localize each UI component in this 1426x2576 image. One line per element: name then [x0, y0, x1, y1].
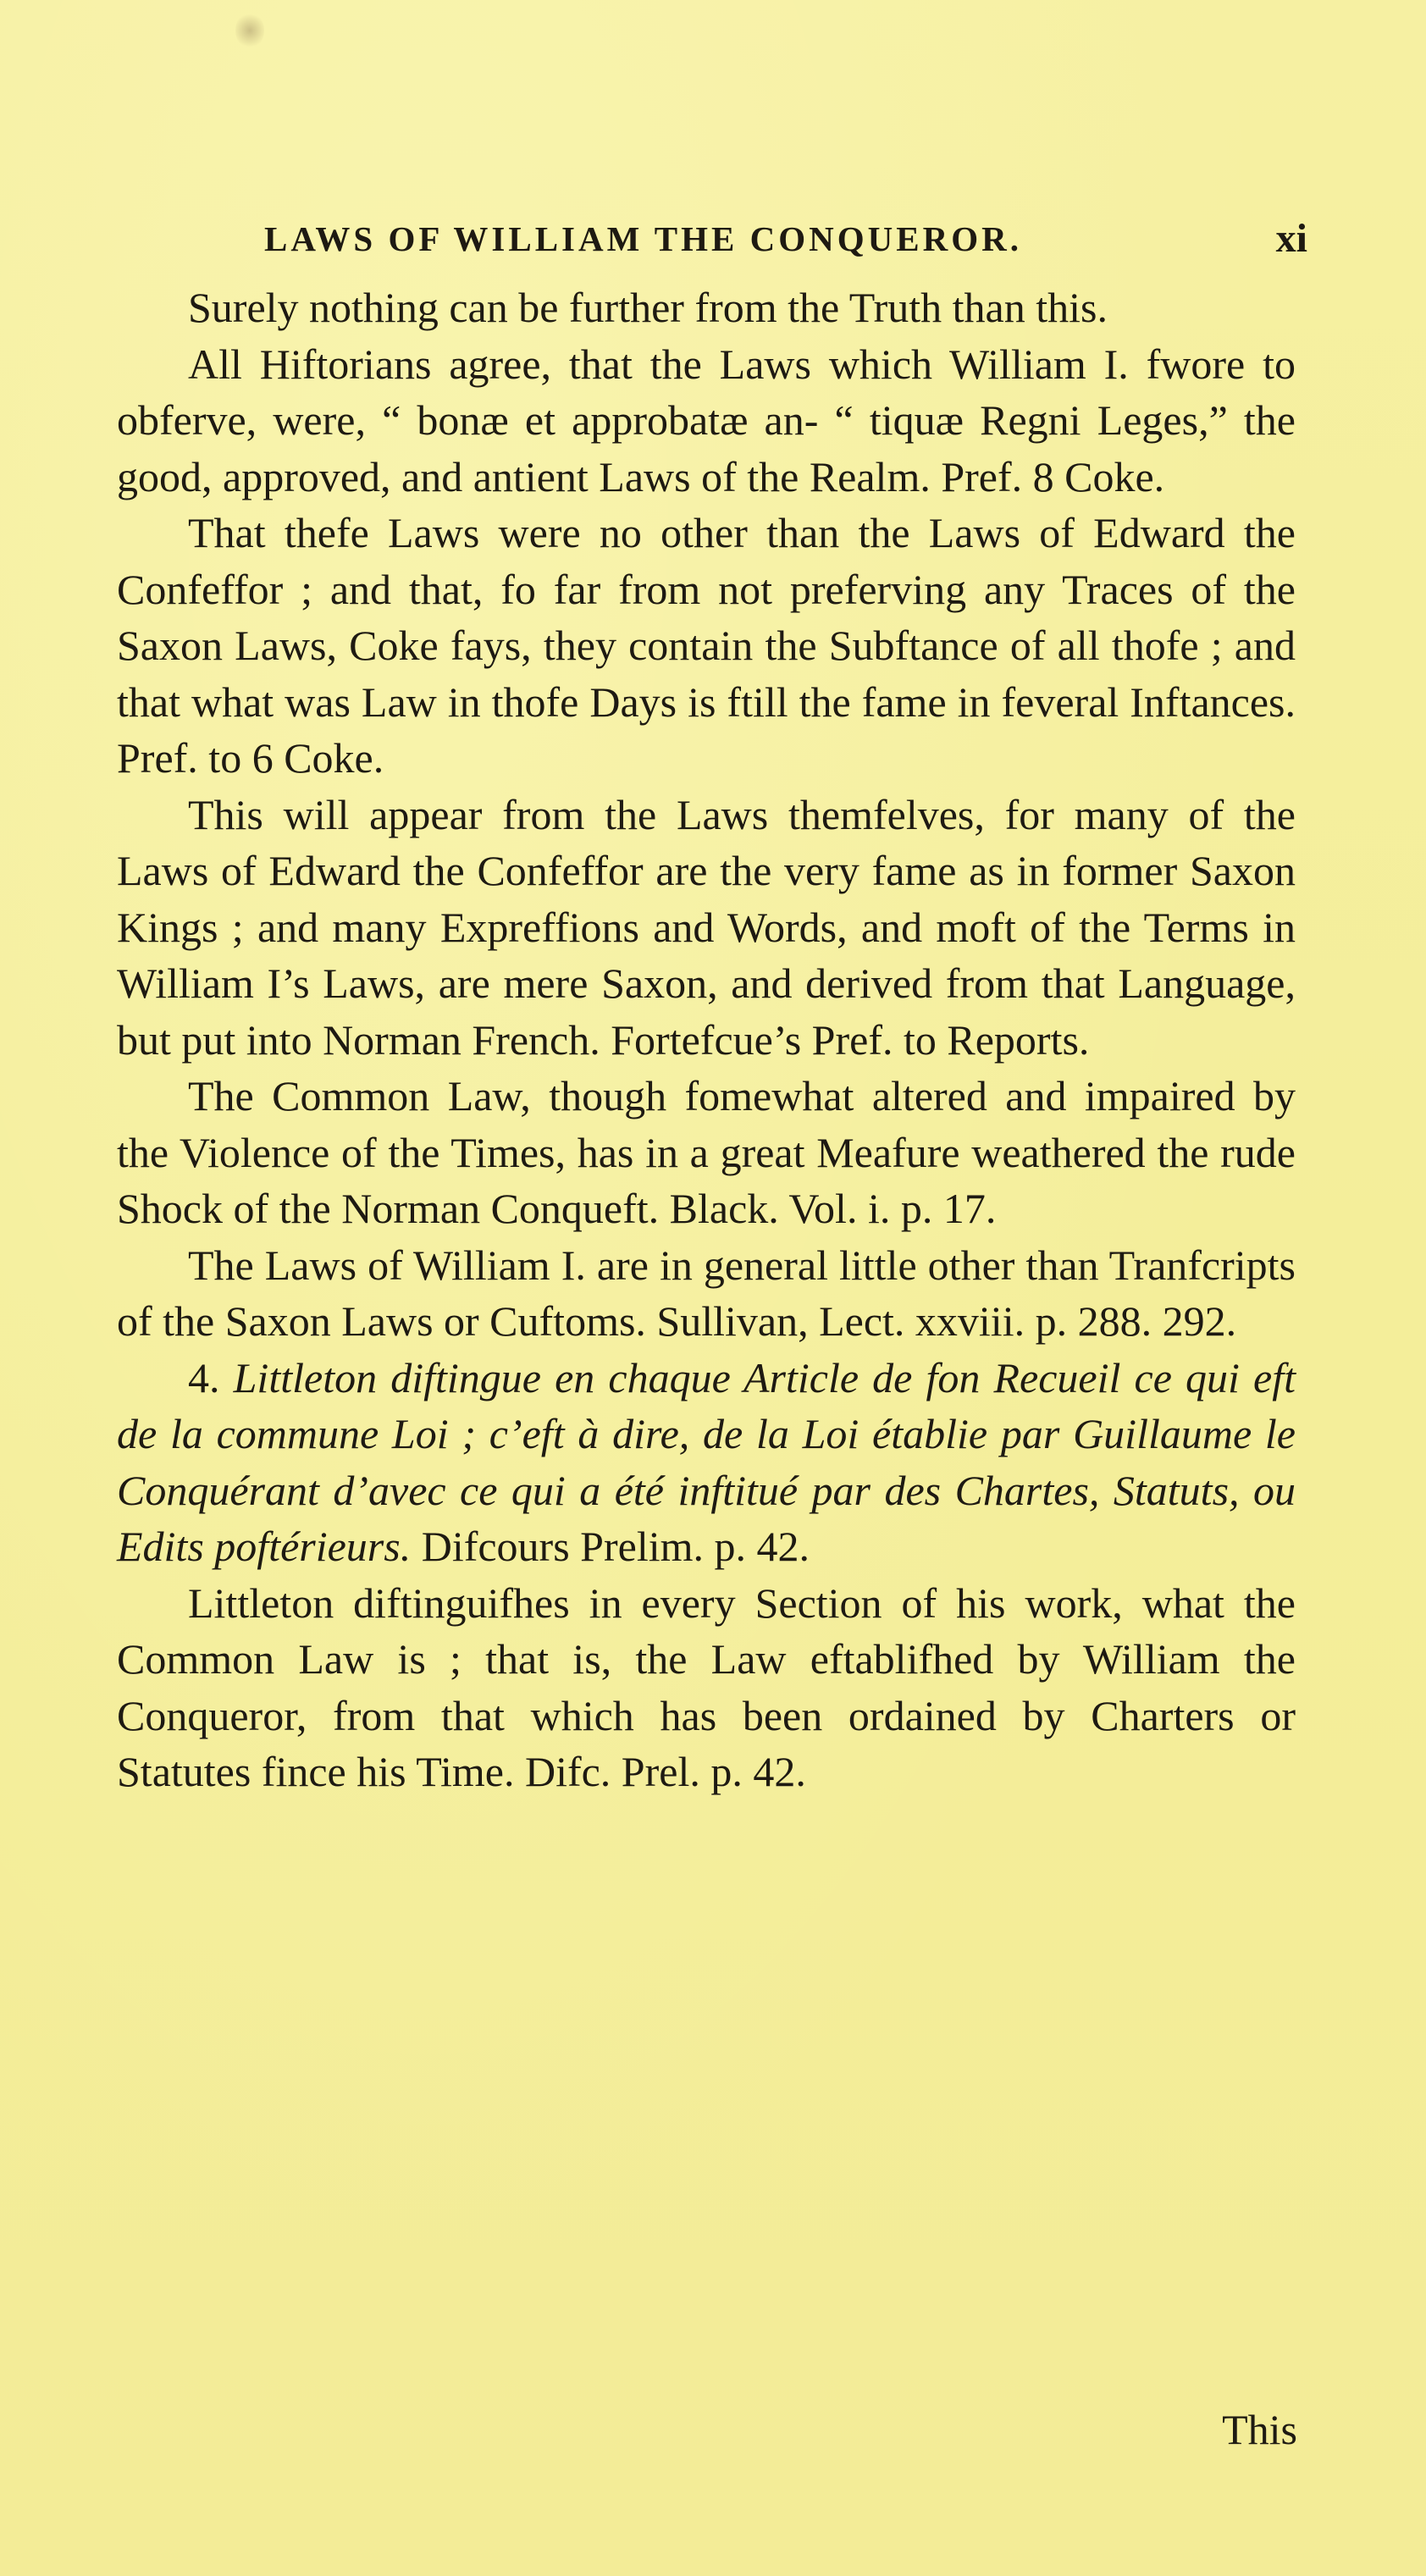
note-citation: Difcours Prelim. p. 42.	[421, 1523, 810, 1570]
header-title: LAWS OF WILLIAM THE CONQUEROR.	[264, 219, 1022, 258]
catchword: This	[1222, 2406, 1297, 2453]
translation-paragraph: Littleton diftinguifhes in every Section of his work, what the Common Law is ; that is, the Law eftablifhed by William the Conqueror, from that which has been ordained by Charters or Statutes fince his Time. Difc. Prel. p. 42.	[117, 1578, 1296, 1795]
note-number: 4.	[188, 1353, 220, 1401]
note-french-text: Littleton diftingue en chaque Article de fon Recueil ce qui eft de la commune Loi ; c’eft à dire, de la Loi établie par Guillaume le Conquérant d’avec ce qui a été inftitué par des Chartes, Statuts, ou Edits poftérieurs.	[117, 1353, 1296, 1570]
ink-smudge	[235, 12, 264, 49]
paragraph: All Hiftorians agree, that the Laws which William I. fwore to obferve, were, “ bonæ et approbatæ an- “ tiquæ Regni Leges,” the good, approved, and antient Laws of the Realm. Pref. 8 Coke.	[117, 340, 1296, 500]
paragraph: That thefe Laws were no other than the Laws of Edward the Confeffor ; and that, fo far from not preferving any Traces of the Saxon Laws, Coke fays, they contain the Subftance of all thofe ; and that what was Law in thofe Days is ftill the fame in feveral Inftances. Pref. to 6 Coke.	[117, 509, 1296, 782]
running-header	[264, 212, 1307, 263]
body-text	[117, 279, 1296, 1800]
paragraph: The Laws of William I. are in general little other than Tranfcripts of the Saxon Laws or Cuftoms. Sullivan, Lect. xxviii. p. 288. 292.	[117, 1241, 1296, 1345]
note-paragraph	[117, 1350, 1296, 1575]
paragraph: Surely nothing can be further from the Truth than this.	[188, 284, 1108, 331]
page-number: xi	[1275, 216, 1307, 261]
paragraph: This will appear from the Laws themfelves, for many of the Laws of Edward the Confeffor are the very fame as in former Saxon Kings ; and many Expreffions and Words, and moft of the Terms in William I’s Laws, are mere Saxon, and derived from that Language, but put into Norman French. Fortefcue’s Pref. to Reports.	[117, 790, 1296, 1064]
paragraph: The Common Law, though fomewhat altered and impaired by the Violence of the Times, has in a great Meafure weathered the rude Shock of the Norman Conqueft. Black. Vol. i. p. 17.	[117, 1072, 1296, 1232]
